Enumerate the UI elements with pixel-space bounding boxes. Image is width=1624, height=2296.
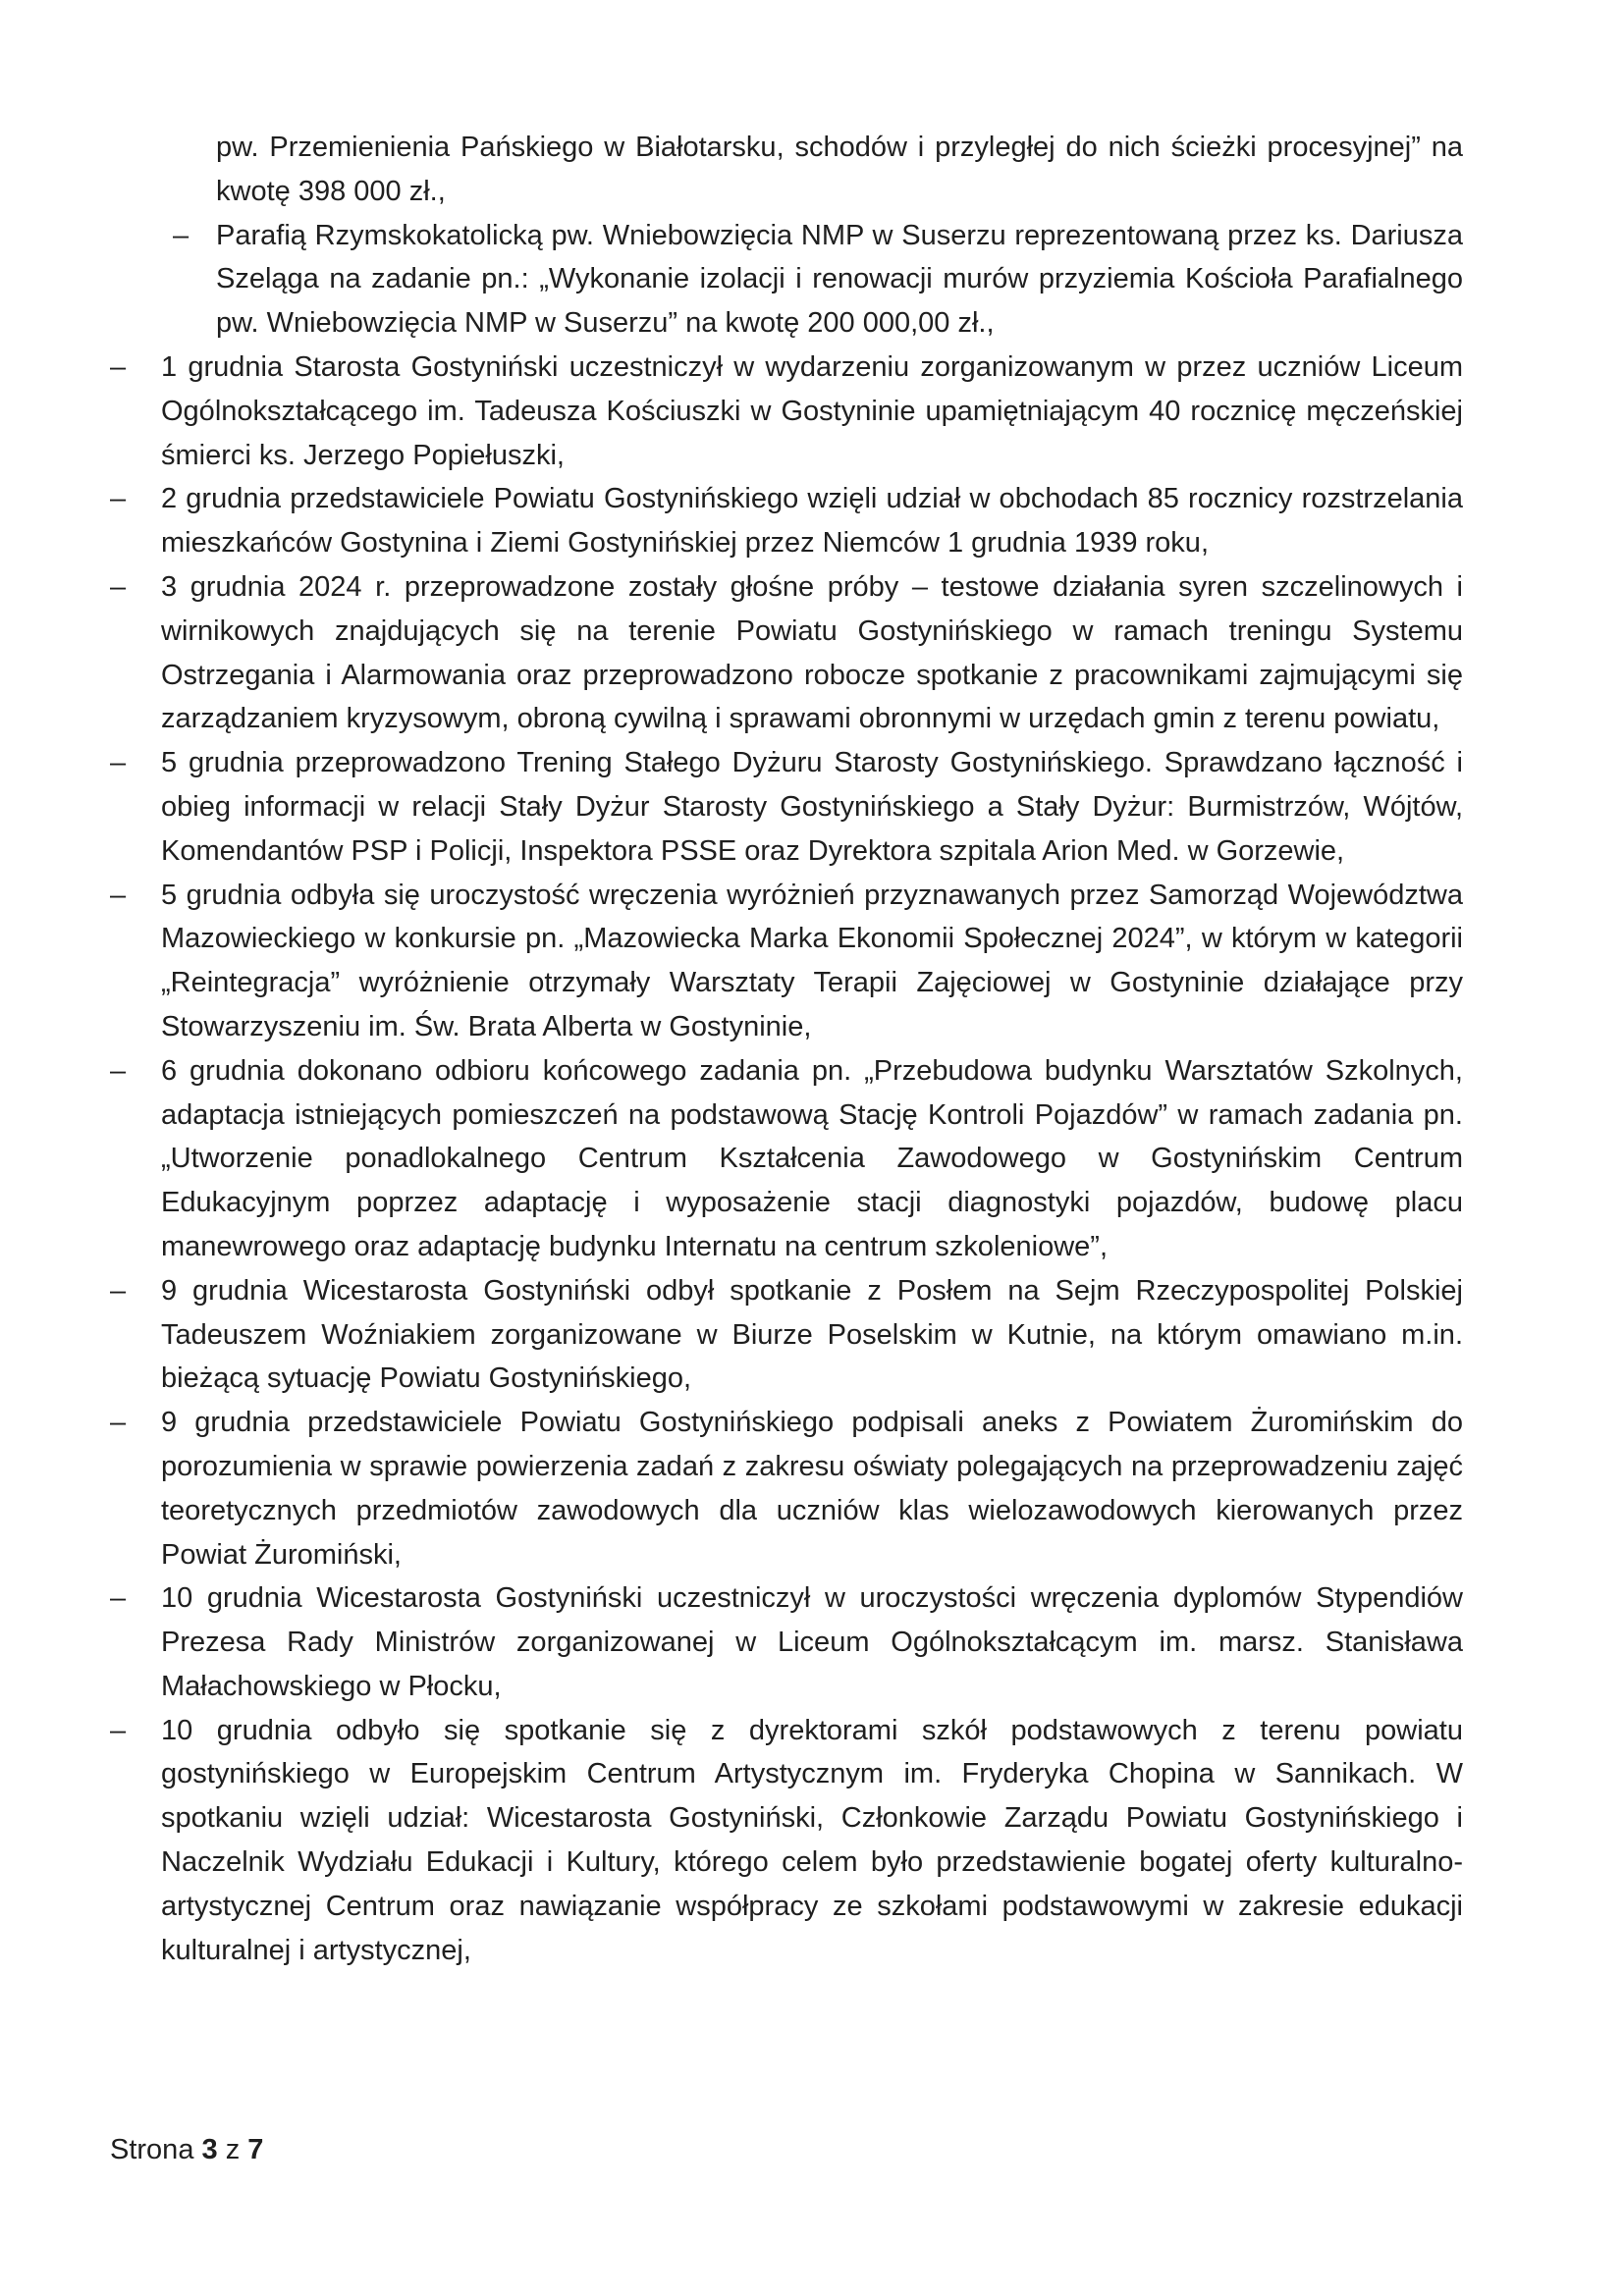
list-item [110, 1709, 1463, 1973]
dash-bullet: – [110, 747, 127, 779]
list-item-text: 3 grudnia 2024 r. przeprowadzone zostały głośne próby – testowe działania syren szczelinowych i wirnikowych znajdujących się na terenie Powiatu Gostynińskiego w ramach treningu Systemu Ostrzegania i Alarmowania oraz przeprowadzono robocze spotkanie z pracownikami zajmującymi się zarządzaniem kryzysowym, obroną cywilną i sprawami obronnymi w urzędach gmin z terenu powiatu, [161, 570, 1463, 735]
list-item-text: 1 grudnia Starosta Gostyniński uczestniczył w wydarzeniu zorganizowanym w przez uczniów Liceum Ogólnokształcącego im. Tadeusza Kościuszki w Gostyninie upamiętniającym 40 rocznicę męczeńskiej śmierci ks. Jerzego Popiełuszki, [161, 350, 1463, 471]
page-label: Strona [110, 2134, 194, 2165]
dash-bullet: – [110, 1274, 127, 1307]
dash-bullet: – [110, 1407, 127, 1439]
dash-bullet: – [110, 483, 127, 515]
list-item [110, 874, 1463, 1049]
sub-list-item-text: pw. Przemienienia Pańskiego w Białotarsku, schodów i przyległej do nich ścieżki procesyjnej” na kwotę 398 000 zł., [216, 132, 1463, 207]
dash-bullet: – [110, 350, 127, 383]
list-item-text: 6 grudnia dokonano odbioru końcowego zadania pn. „Przebudowa budynku Warsztatów Szkolnych, adaptacja istniejących pomieszczeń na podstawową Stację Kontroli Pojazdów” w ramach zadania pn. „Utworzenie ponadlokalnego Centrum Kształcenia Zawodowego w Gostynińskim Centrum Edukacyjnym poprzez adaptację i wyposażenie stacji diagnostyki pojazdów, budowę placu manewrowego oraz adaptację budynku Internatu na centrum szkoleniowe”, [161, 1054, 1463, 1262]
list-item-text: 10 grudnia odbyło się spotkanie się z dyrektorami szkół podstawowych z terenu powiatu gostynińskiego w Europejskim Centrum Artystycznym im. Fryderyka Chopina w Sannikach. W spotkaniu wzięli udział: Wicestarosta Gostyniński, Członkowie Zarządu Powiatu Gostynińskiego i Naczelnik Wydziału Edukacji i Kultury, którego celem było przedstawienie bogatej oferty kulturalno-artystycznej Centrum oraz nawiązanie współpracy ze szkołami podstawowymi w zakresie edukacji kulturalnej i artystycznej, [161, 1714, 1463, 1966]
sub-list [110, 126, 1463, 346]
list-item [110, 346, 1463, 477]
page-number-footer [110, 2130, 263, 2169]
document-body [110, 126, 1463, 1972]
list-item-text: 2 grudnia przedstawiciele Powiatu Gostynińskiego wzięli udział w obchodach 85 rocznicy rozstrzelania mieszkańców Gostynina i Ziemi Gostynińskiej przez Niemców 1 grudnia 1939 roku, [161, 483, 1463, 560]
list-item [110, 741, 1463, 873]
list-item-text: 5 grudnia przeprowadzono Trening Stałego Dyżuru Starosty Gostynińskiego. Sprawdzano łączność i obieg informacji w relacji Stały Dyżur Starosty Gostynińskiego a Stały Dyżur: Burmistrzów, Wójtów, Komendantów PSP i Policji, Inspektora PSSE oraz Dyrektora szpitala Arion Med. w Gorzewie, [161, 747, 1463, 867]
list-item-text: 10 grudnia Wicestarosta Gostyniński uczestniczył w uroczystości wręczenia dyplomów Stypendiów Prezesa Rady Ministrów zorganizowanej w Liceum Ogólnokształcącym im. marsz. Stanisława Małachowskiego w Płocku, [161, 1582, 1463, 1702]
sub-list-item-continued [110, 126, 1463, 214]
list-item-text: 9 grudnia przedstawiciele Powiatu Gostynińskiego podpisali aneks z Powiatem Żuromińskim do porozumienia w sprawie powierzenia zadań z zakresu oświaty polegających na przeprowadzeniu zajęć teoretycznych przedmiotów zawodowych dla uczniów klas wielozawodowych kierowanych przez Powiat Żuromiński, [161, 1407, 1463, 1571]
sub-list-item-text: Parafią Rzymskokatolicką pw. Wniebowzięcia NMP w Suserzu reprezentowaną przez ks. Dariusza Szeląga na zadanie pn.: „Wykonanie izolacji i renowacji murów przyziemia Kościoła Parafialnego pw. Wniebowzięcia NMP w Suserzu” na kwotę 200 000,00 zł., [216, 219, 1463, 340]
dash-bullet: – [110, 1714, 127, 1746]
dash-bullet: – [110, 879, 127, 911]
dash-bullet: – [110, 1054, 127, 1087]
list-item-text: 9 grudnia Wicestarosta Gostyniński odbył spotkanie z Posłem na Sejm Rzeczypospolitej Polskiej Tadeuszem Woźniakiem zorganizowane w Biurze Poselskim w Kutnie, na którym omawiano m.in. bieżącą sytuację Powiatu Gostynińskiego, [161, 1274, 1463, 1395]
list-item [110, 477, 1463, 565]
sub-list-item [110, 214, 1463, 346]
dash-bullet: – [110, 570, 127, 603]
total-page-count: 7 [247, 2134, 264, 2165]
page-separator: z [225, 2134, 241, 2165]
dash-bullet: – [173, 219, 189, 251]
current-page-number: 3 [201, 2134, 218, 2165]
list-item [110, 1269, 1463, 1401]
list-item [110, 1049, 1463, 1269]
event-list [110, 346, 1463, 1972]
list-item [110, 1401, 1463, 1576]
dash-bullet: – [110, 1582, 127, 1615]
list-item [110, 565, 1463, 741]
list-item-text: 5 grudnia odbyła się uroczystość wręczenia wyróżnień przyznawanych przez Samorząd Województwa Mazowieckiego w konkursie pn. „Mazowiecka Marka Ekonomii Społecznej 2024”, w którym w kategorii „Reintegracja” wyróżnienie otrzymały Warsztaty Terapii Zajęciowej w Gostyninie działające przy Stowarzyszeniu im. Św. Brata Alberta w Gostyninie, [161, 879, 1463, 1042]
list-item [110, 1576, 1463, 1708]
